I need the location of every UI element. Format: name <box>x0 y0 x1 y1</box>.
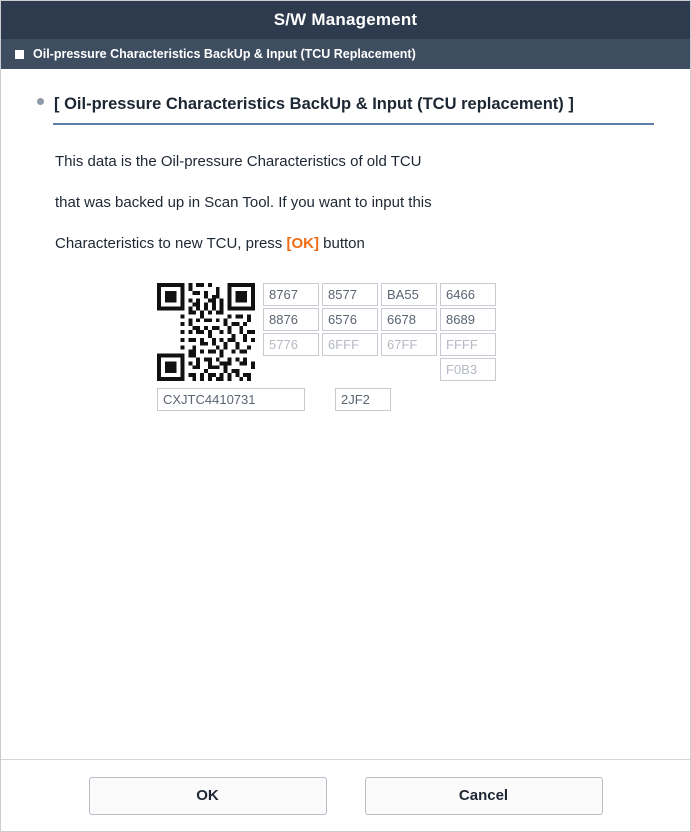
breadcrumb-label: Oil-pressure Characteristics BackUp & Input (TCU Replacement) <box>33 47 416 61</box>
data-cell-0-0[interactable]: 8767 <box>263 283 319 306</box>
instruction-before: Characteristics to new TCU, press <box>55 234 287 252</box>
dialog-footer <box>1 759 690 831</box>
data-cell-spacer <box>263 358 319 381</box>
identifier-row <box>157 388 547 411</box>
backup-data-block <box>157 283 547 411</box>
data-cell-3-3[interactable]: F0B3 <box>440 358 496 381</box>
section-divider <box>53 123 654 125</box>
data-cell-1-3[interactable]: 8689 <box>440 308 496 331</box>
serial-number-field[interactable]: CXJTC4410731 <box>157 388 305 411</box>
bullet-dot-icon <box>37 98 44 105</box>
square-bullet-icon <box>15 50 24 59</box>
window-title-bar <box>1 1 690 39</box>
data-cell-spacer <box>381 358 437 381</box>
data-cell-2-3[interactable]: FFFF <box>440 333 496 356</box>
qr-code-icon <box>157 283 255 381</box>
data-fields-grid <box>263 283 499 383</box>
data-field-row <box>263 308 499 333</box>
data-field-row <box>263 358 499 383</box>
ok-highlight: [OK] <box>286 234 319 252</box>
data-cell-0-2[interactable]: BA55 <box>381 283 437 306</box>
cancel-button[interactable]: Cancel <box>365 777 603 815</box>
section-title: [ Oil-pressure Characteristics BackUp & Input (TCU replacement) ] <box>54 95 574 113</box>
data-field-row <box>263 283 499 308</box>
ok-button[interactable]: OK <box>89 777 327 815</box>
description-line-1: This data is the Oil-pressure Characteristics of old TCU <box>55 153 422 170</box>
data-cell-1-0[interactable]: 8876 <box>263 308 319 331</box>
data-cell-2-0[interactable]: 5776 <box>263 333 319 356</box>
data-cell-1-1[interactable]: 6576 <box>322 308 378 331</box>
data-field-row <box>263 333 499 358</box>
instruction-after: button <box>318 234 365 252</box>
data-cell-spacer <box>322 358 378 381</box>
data-cell-0-1[interactable]: 8577 <box>322 283 378 306</box>
description-line-3 <box>55 235 662 254</box>
section-header <box>29 95 662 114</box>
data-cell-2-1[interactable]: 6FFF <box>322 333 378 356</box>
main-content <box>1 69 690 759</box>
page-title: S/W Management <box>273 10 418 29</box>
data-cell-2-2[interactable]: 67FF <box>381 333 437 356</box>
data-cell-1-2[interactable]: 6678 <box>381 308 437 331</box>
code-field[interactable]: 2JF2 <box>335 388 391 411</box>
breadcrumb <box>1 39 690 69</box>
description-line-2: that was backed up in Scan Tool. If you want to input this <box>55 193 432 211</box>
data-cell-0-3[interactable]: 6466 <box>440 283 496 306</box>
